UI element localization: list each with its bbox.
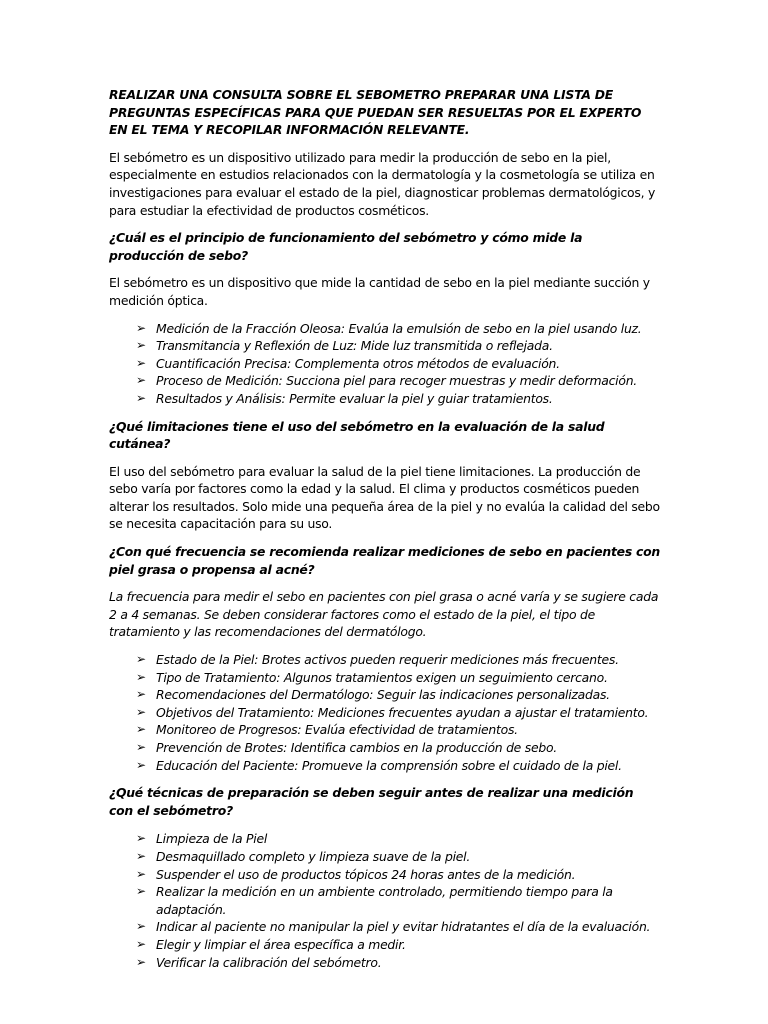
list-item: ➢ Indicar al paciente no manipular la piel y evitar hidratantes el día de la evaluación. (136, 919, 651, 935)
list-item: ➢ Limpieza de la Piel (136, 831, 268, 847)
list-item: ➢ Tipo de Tratamiento: Algunos tratamientos exigen un seguimiento cercano. (136, 669, 608, 685)
list-item: ➢ Verificar la calibración del sebómetro. (136, 954, 382, 970)
arrow-bullet-icon: ➢ (136, 919, 146, 934)
arrow-bullet-icon: ➢ (136, 373, 146, 388)
arrow-bullet-icon: ➢ (136, 669, 146, 684)
arrow-bullet-icon: ➢ (136, 320, 146, 335)
list-item: ➢ Prevención de Brotes: Identifica cambios en la producción de sebo. (136, 740, 557, 755)
list-item: ➢ Educación del Paciente: Promueve la comprensión sobre el cuidado de la piel. (136, 757, 622, 773)
list-item: ➢ Resultados y Análisis: Permite evaluar la piel y guiar tratamientos. (136, 390, 553, 406)
document-page (109, 86, 661, 981)
list-item: ➢ Suspender el uso de productos tópicos 24 horas antes de la medición. (136, 866, 576, 882)
question-4: ¿Qué técnicas de preparación se deben seguir antes de realizar una medición con el sebómetro? (109, 785, 634, 818)
bullet-list-1 (109, 320, 661, 408)
intro-paragraph: El sebómetro es un dispositivo utilizado para medir la producción de sebo en la piel, especialmente en estudios relacionados con la dermatología y la cosmetología se utiliza en investigaciones para evaluar el estado de la piel, diagnosticar problemas dermatológicos, y para estudiar la efectividad de productos cosméticos. (109, 149, 656, 218)
arrow-bullet-icon: ➢ (136, 740, 146, 754)
list-item: ➢ Monitoreo de Progresos: Evalúa efectividad de tratamientos. (136, 722, 518, 738)
arrow-bullet-icon: ➢ (136, 866, 146, 881)
arrow-bullet-icon: ➢ (136, 338, 146, 353)
answer-1: El sebómetro es un dispositivo que mide la cantidad de sebo en la piel mediante succión y medición óptica. (109, 275, 650, 308)
answer-3: La frecuencia para medir el sebo en pacientes con piel grasa o acné varía y se sugiere cada 2 a 4 semanas. Se deben considerar factores como el estado de la piel, el tipo de tratamiento y las recomendaciones del dermatólogo. (109, 589, 659, 640)
list-item: ➢ Proceso de Medición: Succiona piel para recoger muestras y medir deformación. (136, 373, 637, 389)
question-3: ¿Con qué frecuencia se recomienda realizar mediciones de sebo en pacientes con piel grasa o propensa al acné? (109, 544, 660, 577)
question-2: ¿Qué limitaciones tiene el uso del sebómetro en la evaluación de la salud cutánea? (109, 418, 605, 452)
list-item: ➢ Recomendaciones del Dermatólogo: Seguir las indicaciones personalizadas. (136, 687, 610, 703)
list-item: ➢ Estado de la Piel: Brotes activos pueden requerir mediciones más frecuentes. (136, 652, 619, 668)
arrow-bullet-icon: ➢ (136, 757, 146, 772)
arrow-bullet-icon: ➢ (136, 652, 146, 667)
list-item: ➢ Realizar la medición en un ambiente controlado, permitiendo tiempo para la adaptación. (136, 884, 613, 917)
answer-2: El uso del sebómetro para evaluar la salud de la piel tiene limitaciones. La producción de sebo varía por factores como la edad y la salud. El clima y productos cosméticos pueden alterar los resultados. Solo mide una pequeña área de la piel y no evalúa la calidad del sebo se necesita capacitación para su uso. (109, 463, 660, 532)
question-1: ¿Cuál es el principio de funcionamiento del sebómetro y cómo mide la producción de sebo? (109, 230, 583, 263)
arrow-bullet-icon: ➢ (136, 722, 146, 737)
arrow-bullet-icon: ➢ (136, 884, 146, 899)
list-item: ➢ Elegir y limpiar el área específica a medir. (136, 936, 406, 952)
arrow-bullet-icon: ➢ (136, 954, 146, 969)
arrow-bullet-icon: ➢ (136, 687, 146, 702)
bullet-list-3 (109, 651, 661, 774)
arrow-bullet-icon: ➢ (136, 704, 146, 719)
document-title: REALIZAR UNA CONSULTA SOBRE EL SEBOMETRO PREPARAR UNA LISTA DE PREGUNTAS ESPECÍFICAS PARA QUE PUEDAN SER RESUELTAS POR EL EXPERTO EN EL TEMA Y RECOPILAR INFORMACIÓN RELEVANTE. (109, 87, 642, 138)
arrow-bullet-icon: ➢ (136, 848, 146, 863)
list-item: ➢ Medición de la Fracción Oleosa: Evalúa la emulsión de sebo en la piel usando luz. (136, 320, 642, 336)
arrow-bullet-icon: ➢ (136, 390, 146, 405)
list-item: ➢ Desmaquillado completo y limpieza suave de la piel. (136, 848, 471, 864)
arrow-bullet-icon: ➢ (136, 355, 146, 370)
arrow-bullet-icon: ➢ (136, 831, 146, 846)
arrow-bullet-icon: ➢ (136, 936, 146, 951)
list-item: ➢ Transmitancia y Reflexión de Luz: Mide luz transmitida o reflejada. (136, 338, 553, 354)
list-item: ➢ Objetivos del Tratamiento: Mediciones frecuentes ayudan a ajustar el tratamiento. (136, 704, 649, 720)
list-item: ➢ Cuantificación Precisa: Complementa otros métodos de evaluación. (136, 355, 560, 371)
bullet-list-4 (109, 830, 661, 971)
